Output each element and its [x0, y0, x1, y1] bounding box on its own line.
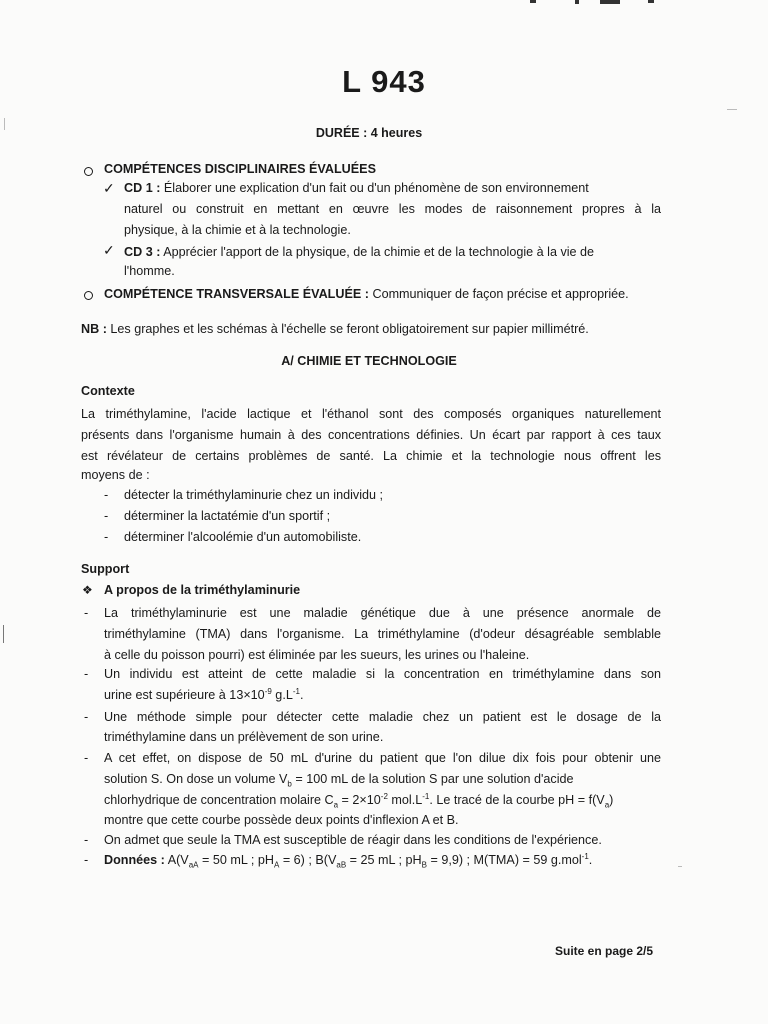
text-span: = 2×10 [338, 793, 381, 807]
support-heading: Support [81, 562, 130, 576]
text-span: A(V [164, 853, 189, 867]
text-span: = 6) ; B(V [279, 853, 337, 867]
text-span: g.L [271, 688, 293, 702]
exponent: -9 [264, 686, 272, 696]
text-span: urine est supérieure à 13×10 [104, 688, 265, 702]
duration: DURÉE : 4 heures [315, 126, 423, 140]
subscript: aA [188, 860, 199, 870]
dash-bullet-icon: - [84, 710, 89, 724]
contexte-line-2: présents dans l'organisme humain à des concentrations définies. Un écart par rapport à ces taux [81, 428, 661, 442]
exam-code-title: L 943 [342, 64, 426, 99]
contexte-line-3: est révélateur de certains problèmes de santé. La chimie et la technologie nous offrent les [81, 449, 661, 463]
support-p4-line-3 [104, 792, 613, 808]
subscript: A [273, 860, 280, 870]
contexte-heading: Contexte [81, 384, 135, 398]
support-p4-line-4: montre que cette courbe possède deux points d'inflexion A et B. [104, 813, 459, 827]
dash-bullet-icon: - [84, 833, 89, 847]
text-span: = 50 mL ; pH [198, 853, 274, 867]
cd1-line-1 [124, 180, 589, 196]
contexte-line-1: La triméthylamine, l'acide lactique et l'éthanol sont des composés organiques naturellement [81, 407, 661, 421]
exponent: -2 [380, 791, 388, 801]
text-span: = 9,9) ; M(TMA) = 59 g.mol [427, 853, 582, 867]
contexte-item: déterminer la lactatémie d'un sportif ; [124, 509, 331, 523]
dash-bullet-icon: - [84, 853, 89, 867]
text-span: mol.L [387, 793, 423, 807]
dash-bullet-icon: - [104, 488, 109, 502]
contexte-line-4: moyens de : [81, 468, 150, 482]
transversal-heading: COMPÉTENCE TRANSVERSALE ÉVALUÉE : [104, 287, 369, 301]
cd3-line-2: l'homme. [124, 264, 175, 278]
cd3-text-1: Apprécier l'apport de la physique, de la chimie et de la technologie à la vie de [163, 245, 595, 259]
contexte-item: déterminer l'alcoolémie d'un automobiliste. [124, 530, 362, 544]
text-span: . [299, 688, 304, 702]
support-subheading: A propos de la triméthylaminurie [104, 583, 301, 597]
support-p3-line-2: triméthylamine dans un prélèvement de son urine. [104, 730, 384, 744]
nb-text: Les graphes et les schémas à l'échelle se feront obligatoirement sur papier millimétré. [110, 322, 589, 336]
support-p1-line-3: à celle du poisson pourri) est éliminée par les sueurs, les urines ou l'haleine. [104, 648, 530, 662]
support-p4-line-2 [104, 771, 574, 787]
subscript: a [333, 800, 339, 810]
scan-mark [727, 109, 737, 110]
cd3-label: CD 3 : [124, 245, 161, 259]
text-span: chlorhydrique de concentration molaire C [104, 793, 334, 807]
four-diamond-icon: ❖ [82, 583, 93, 597]
disc-competences-heading: COMPÉTENCES DISCIPLINAIRES ÉVALUÉES [104, 162, 376, 176]
section-title: A/ CHIMIE ET TECHNOLOGIE [281, 354, 457, 368]
cd1-line-3: physique, à la chimie et à la technologie. [124, 223, 351, 237]
donnees-label: Données : [104, 853, 165, 867]
exponent: -1 [422, 791, 430, 801]
support-p5-line-1: On admet que seule la TMA est susceptible de réagir dans les conditions de l'expérience. [104, 833, 602, 847]
nb-note [81, 321, 589, 337]
scan-mark [575, 0, 579, 4]
dash-bullet-icon: - [104, 509, 109, 523]
dash-bullet-icon: - [84, 667, 89, 681]
subscript: b [287, 779, 292, 789]
donnees-line [104, 852, 592, 868]
exponent: -1 [292, 686, 300, 696]
cd1-line-2: naturel ou construit en mettant en œuvre les modes de raisonnement propres à la [124, 202, 661, 216]
cd1-label: CD 1 : [124, 181, 161, 195]
support-p3-line-1: Une méthode simple pour détecter cette maladie chez un patient est le dosage de la [104, 710, 661, 724]
circle-bullet-icon [84, 291, 93, 300]
checkmark-icon: ✓ [103, 180, 115, 196]
page-footer: Suite en page 2/5 [555, 944, 654, 958]
dash-bullet-icon: - [84, 606, 89, 620]
exponent: -1 [581, 851, 589, 861]
transversal-text: Communiquer de façon précise et appropriée. [372, 287, 629, 301]
nb-label: NB : [81, 322, 107, 336]
contexte-item: détecter la triméthylaminurie chez un individu ; [124, 488, 383, 502]
dash-bullet-icon: - [104, 530, 109, 544]
circle-bullet-icon [84, 167, 93, 176]
text-span: = 25 mL ; pH [346, 853, 422, 867]
checkmark-icon: ✓ [103, 242, 115, 258]
text-span: ) [609, 793, 614, 807]
support-p2-line-1: Un individu est atteint de cette maladie si la concentration en triméthylamine dans son [104, 667, 661, 681]
support-p2-line-2 [104, 687, 303, 703]
text-span: . [588, 853, 593, 867]
support-p4-line-1: A cet effet, on dispose de 50 mL d'urine du patient que l'on dilue dix fois pour obtenir une [104, 751, 661, 765]
text-span: solution S. On dose un volume V [104, 772, 288, 786]
scan-mark [678, 866, 682, 867]
cd3-line-1 [124, 244, 594, 260]
transversal-competence [104, 286, 629, 302]
subscript: B [421, 860, 427, 870]
text-span: . Le tracé de la courbe pH = f(V [429, 793, 605, 807]
dash-bullet-icon: - [84, 751, 89, 765]
scan-mark [3, 625, 4, 643]
scan-mark [600, 0, 620, 4]
support-p1-line-1: La triméthylaminurie est une maladie génétique due à une présence anormale de [104, 606, 661, 620]
subscript: aB [336, 860, 347, 870]
scan-mark [4, 118, 5, 130]
subscript: a [604, 800, 610, 810]
support-p1-line-2: triméthylamine (TMA) dans l'organisme. La triméthylamine (d'odeur désagréable semblable [104, 627, 661, 641]
scan-mark [648, 0, 654, 3]
scan-mark [530, 0, 536, 3]
cd1-text-1: Élaborer une explication d'un fait ou d'un phénomène de son environnement [163, 181, 589, 195]
text-span: = 100 mL de la solution S par une solution d'acide [291, 772, 574, 786]
